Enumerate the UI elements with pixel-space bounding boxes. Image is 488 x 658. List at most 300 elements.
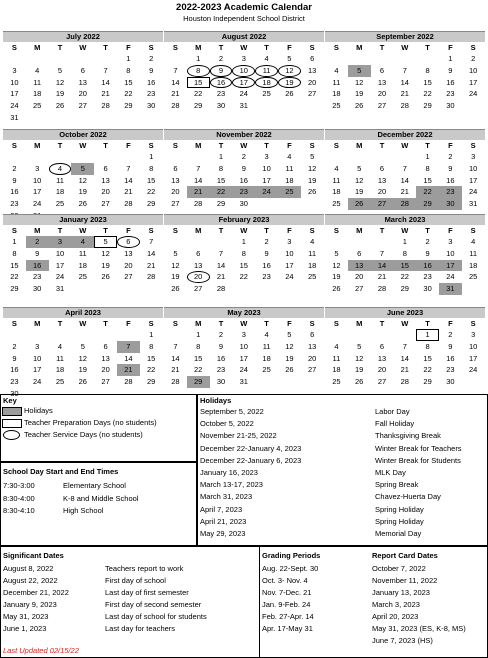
day-cell: 4 [310,237,315,246]
month-title: June 2023 [325,307,485,318]
holiday-date: December 22-January 6, 2023 [200,455,302,465]
significant-date: August 8, 2022 [3,564,54,573]
weekday-label: T [264,43,269,52]
holiday-desc: Memorial Day [375,529,422,538]
day-cell: 29 [147,199,156,209]
day-cell [164,236,187,248]
week-row [325,163,485,175]
week-row [164,341,324,353]
holiday-desc: Winter Break for Teachers [375,443,462,453]
day-cell: 9 [241,163,246,173]
day-cell: 4 [334,341,339,351]
day-cell: 23 [147,89,156,99]
day-cell: 24 [255,186,278,198]
day-cell: 21 [147,260,156,270]
day-cell: 13 [101,353,110,363]
day-cell [416,53,439,65]
day-cell: 23 [10,199,19,209]
day-cell: 12 [78,175,87,185]
day-cell: 30 [216,101,226,111]
day-cell: 26 [348,198,371,210]
month-title: December 2022 [325,129,485,140]
day-cell: 7 [103,65,108,75]
week-row [3,53,163,65]
day-cell: 12 [355,77,364,87]
weekday-label: T [379,319,385,328]
day-cell [26,329,49,341]
report-item: June 7, 2023 (HS) [372,636,433,645]
day-cell: 11 [332,77,341,87]
day-cell: 22 [194,89,203,99]
weekday-label: F [287,226,292,235]
day-cell [325,151,348,163]
weekday-label: M [34,141,41,150]
weekday-label: T [57,43,63,52]
day-cell: 7 [402,65,407,75]
day-cell: 15 [239,260,248,270]
day-cell: 17 [285,260,294,270]
school-day-date: 8:30-4:10 [3,506,35,515]
weekday-label: F [448,141,453,150]
day-cell: 15 [423,77,432,87]
day-cell: 1 [416,329,439,341]
month-block [164,31,324,112]
weekday-label: F [126,43,131,52]
day-cell: 17 [10,89,19,99]
day-cell: 15 [147,175,156,185]
significant-desc: Last day of school for students [105,612,207,621]
week-row [3,260,163,272]
day-cell: 18 [469,260,478,270]
day-cell: 11 [469,248,478,258]
divider [259,546,260,658]
day-cell [462,100,485,112]
week-row [164,100,324,112]
month-block [3,214,163,295]
day-cell: 25 [33,101,42,111]
day-cell [94,151,117,163]
day-cell: 25 [262,89,271,99]
day-cell: 23 [446,89,455,99]
week-row [325,236,485,248]
week-row [164,353,324,365]
grading-item: Feb. 27-Apr. 14 [262,612,314,621]
weekday-label: T [264,319,269,328]
day-cell [140,283,163,295]
day-cell [371,329,394,341]
day-cell: 3 [471,330,476,339]
day-cell: 24 [469,365,478,375]
month-block [164,214,324,295]
day-cell: 8 [149,341,154,351]
day-cell: 29 [423,101,432,111]
day-cell: 22 [10,272,19,282]
day-cell: 16 [26,260,49,272]
day-cell: 3 [241,330,246,339]
day-cell: 17 [469,353,478,363]
day-cell: 6 [103,341,108,351]
day-cell: 8 [196,341,201,351]
day-cell [71,53,94,65]
day-cell: 30 [33,284,42,294]
day-cell: 12 [308,163,317,173]
week-row [164,329,324,341]
day-cell: 19 [332,272,341,282]
day-cell: 19 [355,187,364,197]
day-cell: 23 [446,365,455,375]
week-row [3,100,163,112]
day-cell: 20 [308,77,317,87]
day-cell: 22 [124,89,133,99]
day-cell: 26 [355,101,364,111]
day-cell [325,236,348,248]
weekday-label: M [34,319,41,328]
day-cell: 13 [308,65,317,75]
day-cell [26,151,49,163]
day-cell: 31 [439,283,462,295]
day-cell: 17 [262,175,271,185]
weekday-label: S [333,141,339,150]
weekday-label: S [309,141,315,150]
day-cell: 28 [393,198,416,210]
day-cell: 19 [78,365,87,375]
weekday-label: S [172,141,178,150]
week-row [164,88,324,100]
day-cell [393,329,416,341]
weekday-header [164,318,324,329]
day-cell: 28 [171,377,180,387]
report-item: October 7, 2022 [372,564,426,573]
day-cell: 31 [10,112,19,122]
day-cell: 8 [12,248,17,258]
day-cell: 12 [78,353,87,363]
day-cell: 28 [400,377,409,387]
day-cell [94,53,117,65]
day-cell: 3 [35,163,40,173]
day-cell: 1 [12,237,17,246]
significant-date: December 21, 2022 [3,588,69,597]
weekday-label: T [218,226,224,235]
day-cell: 11 [308,248,317,258]
day-cell: 9 [264,248,269,258]
day-cell: 20 [124,260,133,270]
weekday-label: S [470,141,476,150]
day-cell: 22 [423,89,432,99]
day-cell: 31 [239,377,248,387]
day-cell: 18 [255,77,278,89]
week-row [3,248,163,260]
month-block [3,129,163,222]
day-cell [187,151,210,163]
day-cell: 30 [10,388,19,398]
day-cell: 21 [171,89,180,99]
day-cell [210,236,233,248]
weekday-label: F [287,43,292,52]
day-cell: 7 [402,341,407,351]
week-row [325,186,485,198]
day-cell [117,329,140,341]
day-cell: 22 [147,365,156,375]
day-cell [117,151,140,163]
day-cell: 25 [308,272,317,282]
day-cell: 24 [239,89,248,99]
day-cell: 13 [348,260,371,272]
holiday-desc: Spring Holiday [375,504,424,514]
day-cell: 15 [147,353,156,363]
week-row [164,236,324,248]
month-block [325,31,485,112]
school-day-title: School Day Start and End Times [3,467,119,476]
day-cell [164,151,187,163]
day-cell: 18 [308,260,317,270]
day-cell: 28 [216,284,226,294]
day-cell: 6 [173,163,178,173]
grading-item: Nov. 7-Dec. 21 [262,588,312,597]
day-cell: 24 [446,272,455,282]
week-row [3,112,163,124]
day-cell: 2 [218,54,224,63]
week-row [325,329,485,341]
day-cell: 3 [12,65,17,75]
day-cell: 27 [377,377,387,387]
day-cell: 26 [78,199,87,209]
day-cell: 21 [117,364,140,376]
holiday-desc: MLK Day [375,468,406,477]
day-cell: 8 [241,248,246,258]
weekday-label: S [333,226,339,235]
day-cell [71,283,94,295]
day-cell: 18 [78,260,87,270]
day-cell: 4 [57,341,63,351]
day-cell: 14 [124,353,133,363]
significant-desc: Teachers report to work [105,564,184,573]
week-row [325,364,485,376]
day-cell: 21 [124,187,133,197]
month-block [3,307,163,400]
key-title: Key [3,396,17,405]
week-row [325,376,485,388]
day-cell: 30 [423,284,432,294]
report-item: May 31, 2023 (ES, K-8, MS) [372,624,466,633]
day-cell: 29 [416,198,439,210]
week-row [325,283,485,295]
weekday-label: W [401,141,409,150]
day-cell: 27 [101,199,110,209]
weekday-header [164,225,324,236]
day-cell: 20 [171,187,180,197]
week-row [3,283,163,295]
day-cell: 21 [187,186,210,198]
day-cell: 7 [218,248,224,258]
day-cell: 9 [448,163,453,173]
day-cell: 11 [56,353,64,363]
day-cell: 1 [149,152,154,161]
day-cell: 10 [33,353,42,363]
weekday-label: W [240,226,248,235]
key-holidays-label: Holidays [24,406,53,415]
weekday-label: T [103,43,108,52]
day-cell: 25 [332,199,341,209]
day-cell [255,198,278,210]
day-cell: 23 [262,272,271,282]
holiday-date: September 5, 2022 [200,407,264,416]
school-day-date: 7:30-3:00 [3,481,35,490]
school-day-date: 8:30-4:00 [3,493,35,503]
week-row [3,186,163,198]
day-cell: 5 [71,163,94,175]
week-row [325,77,485,89]
day-cell: 24 [469,89,478,99]
week-row [325,260,485,272]
week-row [164,198,324,210]
day-cell: 1 [402,237,407,246]
day-cell: 27 [308,365,317,375]
day-cell: 8 [126,65,131,75]
weekday-label: S [11,141,17,150]
significant-date: May 31, 2023 [3,612,49,621]
weekday-label: T [264,226,269,235]
holiday-desc: Thanksgiving Break [375,431,441,441]
holiday-desc: Fall Holiday [375,419,415,429]
day-cell: 24 [285,272,294,282]
weekday-label: M [195,319,202,328]
day-cell: 16 [147,77,156,87]
grading-item: Apr. 17-May 31 [262,624,313,633]
day-cell: 3 [287,237,292,246]
weekday-label: T [103,319,108,328]
day-cell: 13 [308,341,317,351]
day-cell: 5 [173,248,178,258]
day-cell: 1 [425,152,430,161]
weekday-label: W [401,226,409,235]
day-cell: 9 [448,65,453,75]
day-cell: 17 [239,353,248,363]
day-cell: 18 [262,353,271,363]
week-row [164,271,324,283]
day-cell: 14 [171,353,180,363]
day-cell: 7 [117,341,140,353]
key-service-label: Teacher Service Days (no students) [24,430,143,439]
day-cell: 28 [194,199,203,209]
day-cell: 16 [446,175,455,185]
weekday-label: S [148,43,154,52]
day-cell: 31 [55,284,65,294]
day-cell: 26 [285,365,294,375]
prep-swatch [2,419,22,428]
grading-item: Jan. 9-Feb. 24 [262,600,311,609]
report-item: April 20, 2023 [372,612,419,621]
day-cell: 14 [171,77,180,87]
weekday-label: M [195,226,202,235]
weekday-label: F [126,226,131,235]
day-cell: 14 [400,175,409,185]
day-cell [26,53,49,65]
day-cell [325,53,348,65]
weekday-label: T [379,141,385,150]
day-cell: 10 [285,248,294,258]
week-row [164,186,324,198]
day-cell [3,151,26,163]
day-cell: 9 [35,248,40,258]
day-cell: 5 [357,163,362,173]
week-row [325,53,485,65]
holiday-date: March 13-17, 2023 [200,480,263,490]
day-cell: 12 [55,77,65,87]
day-cell: 3 [471,152,476,161]
day-cell: 7 [379,248,385,258]
day-cell: 22 [210,186,233,198]
week-row [164,77,324,89]
week-row [164,151,324,163]
weekday-label: W [79,141,87,150]
report-item: March 3, 2023 [372,600,420,609]
day-cell [371,151,394,163]
day-cell [117,112,140,124]
day-cell: 26 [308,187,317,197]
day-cell: 4 [264,54,269,63]
day-cell: 24 [469,187,478,197]
day-cell: 2 [26,236,49,248]
grading-item: Oct. 3- Nov. 4 [262,576,308,585]
day-cell: 22 [400,272,409,282]
day-cell: 10 [262,163,271,173]
week-row [325,198,485,210]
weekday-label: S [148,141,154,150]
day-cell: 20 [377,187,387,197]
day-cell: 12 [278,65,301,77]
weekday-label: M [356,43,363,52]
month-block [325,307,485,388]
weekday-header [3,225,163,236]
weekday-label: F [126,319,131,328]
day-cell: 22 [416,186,439,198]
month-title: March 2023 [325,214,485,225]
weekday-label: S [470,43,476,52]
day-cell: 24 [33,377,42,387]
day-cell: 25 [469,272,478,282]
day-cell: 20 [101,365,110,375]
day-cell: 12 [355,353,364,363]
weekday-header [3,42,163,53]
day-cell: 2 [448,152,453,161]
day-cell: 8 [187,65,210,77]
day-cell: 17 [232,77,255,89]
day-cell: 18 [285,175,294,185]
week-row [325,175,485,187]
day-cell: 18 [332,365,341,375]
week-row [164,376,324,388]
day-cell: 19 [285,353,294,363]
day-cell: 3 [241,54,246,63]
day-cell: 10 [469,65,478,75]
day-cell: 23 [216,89,226,99]
weekday-label: S [148,226,154,235]
weekday-label: T [218,141,224,150]
day-cell [348,151,371,163]
weekday-label: M [34,226,41,235]
day-cell: 16 [262,260,271,270]
day-cell: 25 [332,101,341,111]
day-cell: 15 [423,175,432,185]
weekday-header [164,42,324,53]
day-cell: 30 [439,198,462,210]
day-cell [348,236,371,248]
week-row [3,77,163,89]
weekday-label: M [356,319,363,328]
weekday-label: M [34,43,41,52]
significant-date: June 1, 2023 [3,624,47,633]
day-cell: 4 [35,65,40,75]
